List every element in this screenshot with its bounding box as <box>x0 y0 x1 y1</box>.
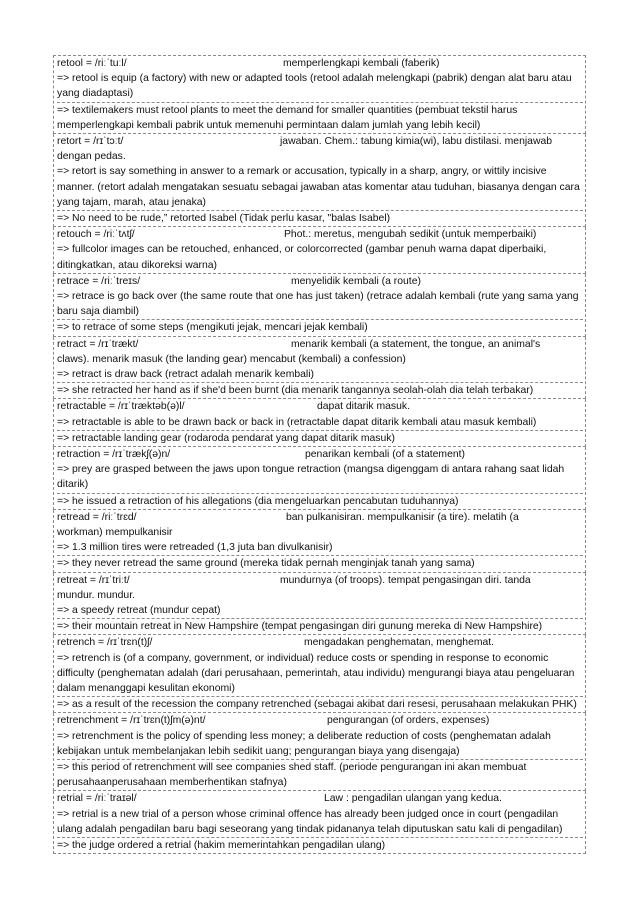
entry-headline <box>57 713 583 728</box>
dictionary-entry <box>53 713 586 791</box>
entry-example: => the judge ordered a retrial (hakim memerintahkan pengadilan ulang) <box>57 839 386 851</box>
entry-example: => retract is draw back (retract adalah menarik kembali) <box>57 367 583 383</box>
entry-examples <box>57 807 583 854</box>
dictionary-entry <box>53 227 586 274</box>
entry-word: retouch = /riːˈtʌtʃ/ <box>57 229 135 241</box>
entry-headline <box>57 510 583 525</box>
entry-examples <box>57 71 583 133</box>
entry-example: => retort is say something in answer to a remark or accusation, typically in a sharp, angry, or wittily incisive manner. (retort adalah mengatakan sesuatu sebagai jawaban atas komentar atau tuduhan, biasanya dengan cara yang tajam, marah, atau jenaka) <box>57 164 583 211</box>
entry-examples <box>57 603 583 634</box>
entry-example: => to retrace of some steps (mengikuti jejak, mencari jejak kembali) <box>57 322 368 334</box>
entry-example: => No need to be rude,” retorted Isabel (Tidak perlu kasar, "balas Isabel) <box>57 213 391 224</box>
entry-translation: menyelidik kembali (a route) <box>291 275 421 287</box>
entry-example: => a speedy retreat (mundur cepat) <box>57 603 583 619</box>
entry-translation-continued: dengan pedas. <box>57 151 126 163</box>
entry-word: retrace = /riːˈtreɪs/ <box>57 275 141 287</box>
entry-word: retool = /riːˈtuːl/ <box>57 58 127 69</box>
entry-translation: ban pulkanisiran. mempulkanisir (a tire). melatih (a <box>286 511 519 523</box>
entry-translation: pengurangan (of orders, expenses) <box>327 715 490 727</box>
entry-word: retractable = /rɪˈtræktəb(ə)l/ <box>57 401 185 413</box>
entry-word: retort = /rɪˈtɔːt/ <box>57 136 124 147</box>
entry-translation: jawaban. Chem.: tabung kimia(wi), labu distilasi. menjawab <box>280 136 553 147</box>
entry-word: retrenchment = /rɪˈtrɛn(t)ʃm(ə)nt/ <box>57 715 206 727</box>
entry-word: retrial = /riːˈtraɪəl/ <box>57 793 137 805</box>
entry-examples <box>57 540 583 571</box>
entry-examples <box>57 289 583 336</box>
entry-example: => retractable is able to be drawn back or back in (retractable dapat ditarik kembali atau masuk kembali) <box>57 415 583 431</box>
dictionary-entry <box>53 399 586 447</box>
entry-example: => as a result of the recession the company retrenched (sebagai akibat dari resesi, perusahaan melakukan PHK) <box>57 699 577 711</box>
entry-headline <box>57 791 583 806</box>
entry-example: => he issued a retraction of his allegations (dia mengeluarkan pencabutan tuduhannya) <box>57 495 459 507</box>
entry-word: retread = /riːˈtrɛd/ <box>57 511 137 523</box>
entry-example: => fullcolor images can be retouched, enhanced, or colorcorrected (gambar penuh warna dapat diperbaiki, ditingkatkan, atau dikoreksi warna) <box>57 244 547 271</box>
dictionary-entry <box>53 510 586 573</box>
entry-headline <box>57 274 583 289</box>
entry-translation-continued: claws). menarik masuk (the landing gear) mencabut (kembali) a confession) <box>57 353 406 365</box>
entry-examples <box>57 651 583 713</box>
entry-translation: memperlengkapi kembali (faberik) <box>283 58 440 69</box>
entry-translation-continued: mundur. mundur. <box>57 589 135 601</box>
dictionary-entry <box>53 573 586 636</box>
entry-example: => textilemakers must retool plants to meet the demand for smaller quantities (pembuat tekstil harus memperlengkapi kembali pabrik untuk memenuhi permintaan dalam jumlah yang lebih kecil) <box>57 104 518 131</box>
entry-headline <box>57 337 583 352</box>
entry-translation: mundurnya (of troops). tempat pengasingan diri. tanda <box>280 574 531 586</box>
dictionary-entry <box>53 274 586 337</box>
entry-example: => they never retread the same ground (mereka tidak pernah menginjak tanah yang sama) <box>57 558 475 570</box>
entry-example: => this period of retrenchment will see companies shed staff. (periode pengurangan ini akan membuat perusahaanperusahaan memberhentikan stafnya) <box>57 761 527 789</box>
entry-word: retrench = /rɪˈtrɛn(t)ʃ/ <box>57 637 153 649</box>
entry-examples <box>57 367 583 398</box>
entry-translation: dapat ditarik masuk. <box>317 401 410 413</box>
entry-headline <box>57 56 583 71</box>
entry-headline <box>57 447 583 462</box>
entry-headline <box>57 399 583 414</box>
entry-example: => retool is equip (a factory) with new or adapted tools (retool adalah melengkapi (pabrik) dengan alat baru atau yang diadaptasi) <box>57 71 583 102</box>
entry-example: => retrench is (of a company, government, or individual) reduce costs or spending in response to economic difficulty (penghematan adalah (dari perusahaan, pemerintah, atau individu) mengurangi biaya atau pengeluaran dalam menanggapi kesulitan ekonomi) <box>57 651 583 698</box>
entry-translation: penarikan kembali (of a statement) <box>305 448 465 460</box>
entry-headline <box>57 134 583 149</box>
entry-example: => retrenchment is the policy of spending less money; a deliberate reduction of costs (penghematan adalah kebijakan untuk membelanjakan lebih sedikit uang; pengurangan biaya yang disengaja) <box>57 729 583 760</box>
entry-example: => retractable landing gear (rodaroda pendarat yang dapat ditarik masuk) <box>57 432 395 444</box>
entry-translation: Phot.: meretus, mengubah sedikit (untuk memperbaiki) <box>284 229 537 241</box>
dictionary-entry <box>53 791 586 854</box>
entry-headline <box>57 573 583 588</box>
entry-translation: menarik kembali (a statement, the tongue, an animal's <box>291 338 541 350</box>
entry-translation-continued: workman) mempulkanisir <box>57 526 173 538</box>
dictionary-entry <box>53 337 586 400</box>
entry-translation: Law : pengadilan ulangan yang kedua. <box>324 793 502 805</box>
dictionary-entry <box>53 55 586 134</box>
entry-translation: mengadakan penghematan, menghemat. <box>304 637 495 649</box>
dictionary-entry <box>53 134 586 227</box>
entry-examples <box>57 164 583 226</box>
entry-example: => prey are grasped between the jaws upon tongue retraction (mangsa digenggam di antara rahang saat lidah ditarik) <box>57 462 583 493</box>
entry-examples <box>57 729 583 791</box>
entry-headline <box>57 227 583 242</box>
dictionary-entry <box>53 447 586 510</box>
entry-word: retreat = /rɪˈtriːt/ <box>57 574 130 586</box>
entry-headline <box>57 635 583 650</box>
entry-example: => retrial is a new trial of a person whose criminal offence has already been judged once in court (pengadilan ulang adalah pengadilan baru bagi seseorang yang tindak pidananya telah diputuskan satu kali di pengadilan) <box>57 807 583 838</box>
entry-example: => their mountain retreat in New Hampshire (tempat pengasingan diri gunung mereka di New Hampshire) <box>57 621 543 633</box>
dictionary-page <box>53 55 586 854</box>
entry-example: => retrace is go back over (the same route that one has just taken) (retrace adalah kembali (rute yang sama yang baru saja diambil) <box>57 289 583 320</box>
entry-example: => she retracted her hand as if she'd been burnt (dia menarik tangannya seolah-olah dia telah terbakar) <box>57 385 534 397</box>
entry-example: => 1.3 million tires were retreaded (1,3 juta ban divulkanisir) <box>57 540 583 556</box>
entry-examples <box>57 242 583 272</box>
entry-examples <box>57 415 583 446</box>
entry-examples <box>57 462 583 509</box>
dictionary-entry <box>53 635 586 713</box>
entry-word: retraction = /rɪˈtrækʃ(ə)n/ <box>57 448 171 460</box>
entry-word: retract = /rɪˈtrækt/ <box>57 338 139 350</box>
